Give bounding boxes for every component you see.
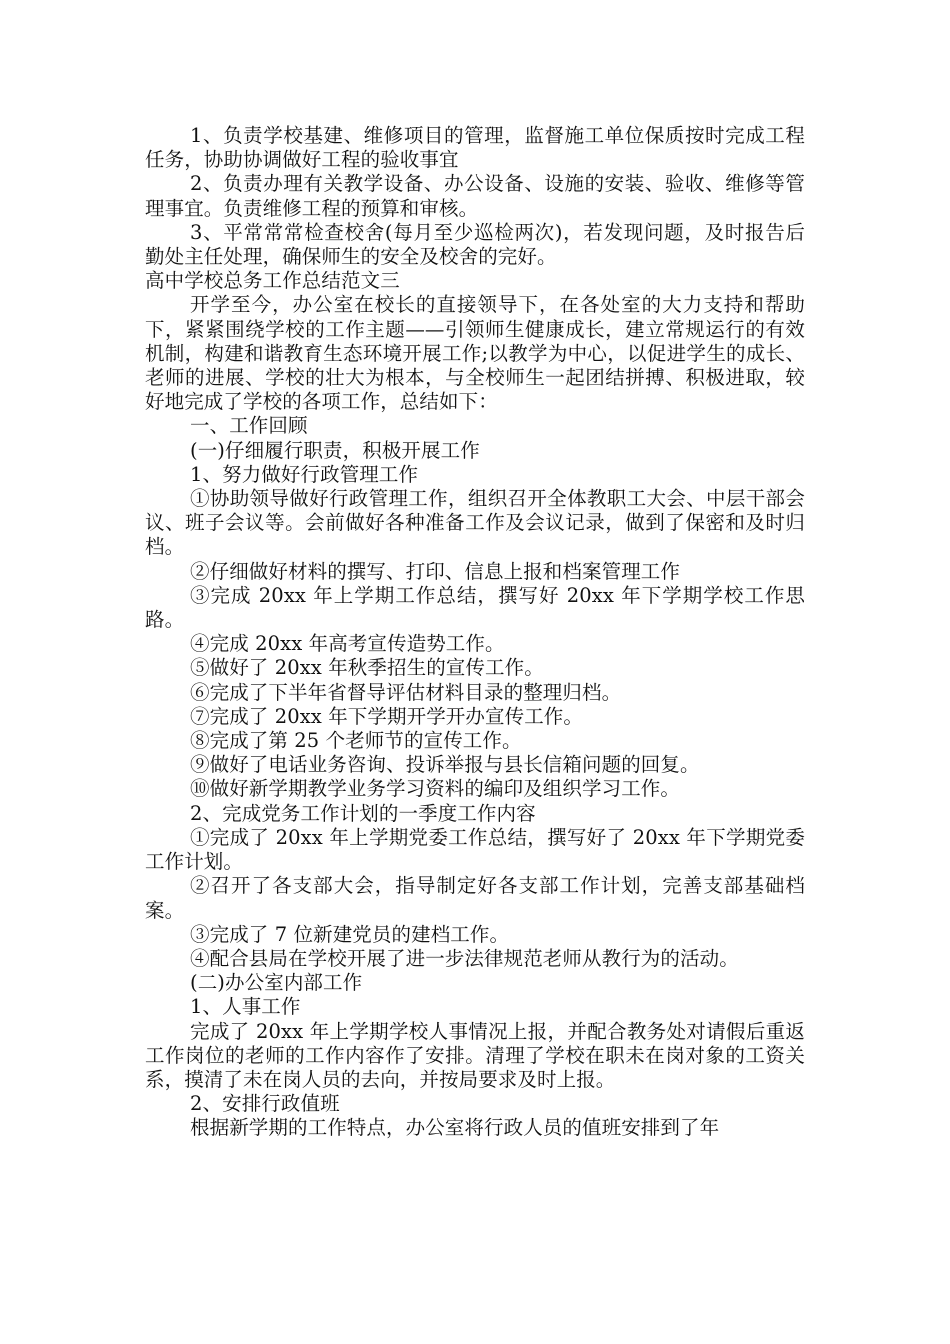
list-item: ②仔细做好材料的撰写、打印、信息上报和档案管理工作: [190, 559, 681, 583]
subheading: (一)仔细履行职责，积极开展工作: [190, 438, 480, 462]
paragraph: 根据新学期的工作特点，办公室将行政人员的值班安排到了年: [190, 1116, 720, 1140]
subheading: 1、努力做好行政管理工作: [190, 462, 419, 486]
subheading: (二)办公室内部工作: [190, 971, 363, 995]
list-item: ④配合县局在学校开展了进一步法律规范老师从教行为的活动。: [190, 946, 739, 970]
list-item: ①协助领导做好行政管理工作，组织召开全体教职工大会、中层干部会议、班子会议等。会前做好各种准备工作及会议记录，做到了保密和及时归档。: [145, 487, 805, 559]
list-item: ②召开了各支部大会，指导制定好各支部工作计划，完善支部基础档案。: [145, 874, 805, 922]
document-body: [145, 124, 805, 1141]
list-item: ⑥完成了下半年省督导评估材料目录的整理归档。: [190, 680, 622, 704]
list-item: ①完成了 20xx 年上学期党委工作总结，撰写好了 20xx 年下学期党委工作计划。: [145, 825, 805, 874]
paragraph: 3、平常常常检查校舍(每月至少巡检两次)，若发现问题，及时报告后勤处主任处理，确保师生的安全及校舍的完好。: [145, 220, 805, 269]
list-item: ④完成 20xx 年高考宣传造势工作。: [190, 632, 505, 656]
list-item: ③完成 20xx 年上学期工作总结，撰写好 20xx 年下学期学校工作思路。: [145, 583, 805, 632]
paragraph: 开学至今，办公室在校长的直接领导下，在各处室的大力支持和帮助下，紧紧围绕学校的工作主题——引领师生健康成长，建立常规运行的有效机制，构建和谐教育生态环境开展工作;以教学为中心，以促进学生的成长、老师的进展、学校的壮大为根本，与全校师生一起团结拼搏、积极进取，较好地完成了学校的各项工作，总结如下：: [145, 293, 805, 414]
paragraph: 1、负责学校基建、维修项目的管理，监督施工单位保质按时完成工程任务，协助协调做好工程的验收事宜: [145, 124, 805, 172]
paragraph: 2、负责办理有关教学设备、办公设备、设施的安装、验收、维修等管理事宜。负责维修工程的预算和审核。: [145, 172, 805, 220]
list-item: ⑨做好了电话业务咨询、投诉举报与县长信箱问题的回复。: [190, 753, 700, 777]
list-item: ⑧完成了第 25 个老师节的宣传工作。: [190, 729, 522, 753]
subheading: 1、人事工作: [190, 995, 301, 1019]
heading-work-review: 一、工作回顾: [190, 414, 308, 438]
list-item: ⑤做好了 20xx 年秋季招生的宣传工作。: [190, 656, 544, 680]
list-item: ③完成了 7 位新建党员的建档工作。: [190, 922, 510, 946]
section-title: 高中学校总务工作总结范文三: [145, 269, 400, 293]
paragraph: 完成了 20xx 年上学期学校人事情况上报，并配合教务处对请假后重返工作岗位的老师的工作内容作了安排。清理了学校在职未在岗对象的工资关系，摸清了未在岗人员的去向，并按局要求及时上报。: [145, 1019, 805, 1091]
list-item: ⑩做好新学期教学业务学习资料的编印及组织学习工作。: [190, 777, 681, 801]
list-item: ⑦完成了 20xx 年下学期开学开办宣传工作。: [190, 704, 584, 728]
subheading: 2、安排行政值班: [190, 1092, 340, 1116]
subheading: 2、完成党务工作计划的一季度工作内容: [190, 801, 536, 825]
